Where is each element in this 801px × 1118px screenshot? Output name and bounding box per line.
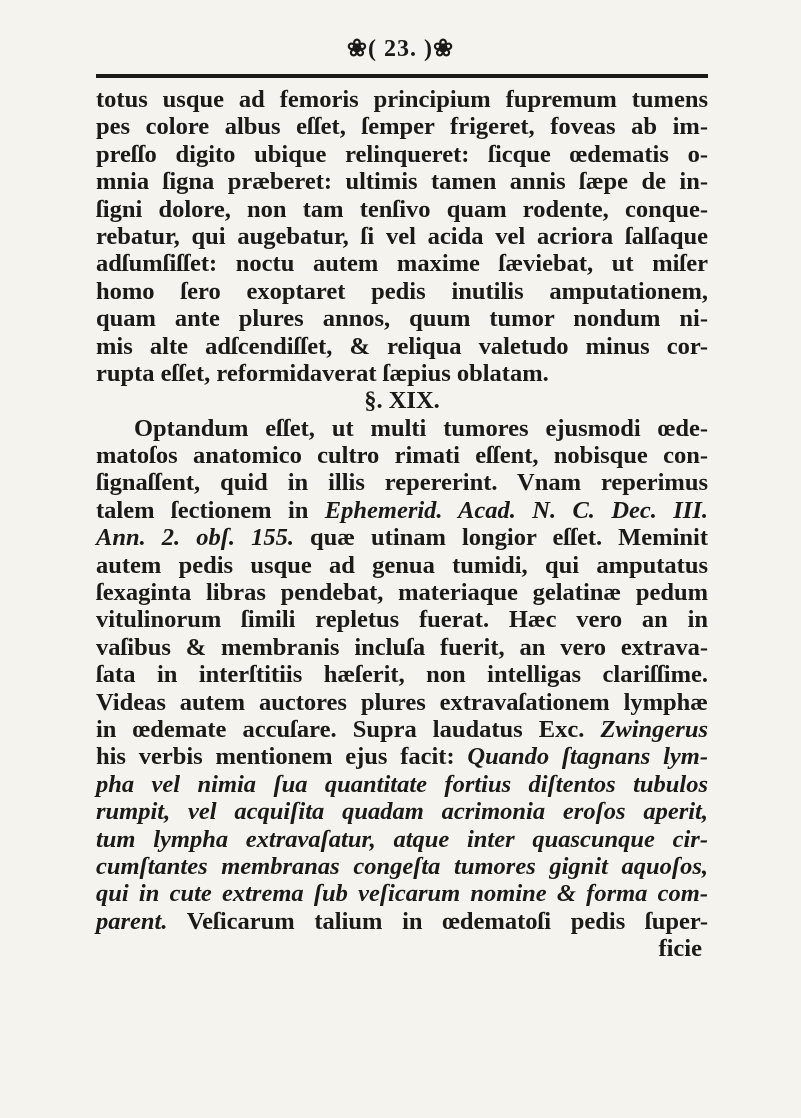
header-rule <box>96 74 708 78</box>
text-line <box>96 524 708 551</box>
text-line: mnia ſigna præberet: ultimis tamen annis ſæpe de in- <box>96 168 708 196</box>
text-line: vitulinorum ſimili repletus fuerat. Hæc vero an in <box>96 606 708 634</box>
quotation-line: rumpit, vel acquiſita quadam acrimonia eroſos aperit, <box>96 798 708 826</box>
text-line: mis alte adſcendiſſet, & reliqua valetudo minus cor- <box>96 332 708 360</box>
text-line: ſexaginta libras pendebat, materiaque gelatinæ pedum <box>96 579 708 607</box>
text-line: ſignaſſent, quid in illis repererint. Vnam reperimus <box>96 469 708 497</box>
citation: Ann. 2. obſ. 155. <box>96 524 294 552</box>
quotation-line: qui in cute extrema ſub veſicarum nomine & forma com- <box>96 880 708 908</box>
page-header <box>0 30 801 90</box>
text-segment: in œdemate accuſare. Supra laudatus Exc. <box>96 715 601 743</box>
quotation-line: pha vel nimia ſua quantitate fortius diſtentos tubulos <box>96 770 708 798</box>
text-line: ſigni dolore, non tam tenſivo quam rodente, conque- <box>96 195 708 223</box>
text-line <box>96 497 708 524</box>
text-line: homo ſero exoptaret pedis inutilis amputationem, <box>96 277 708 305</box>
text-line <box>96 716 708 743</box>
quotation-line: tum lympha extravaſatur, atque inter quascunque cir- <box>96 825 708 853</box>
text-segment: his verbis mentionem ejus facit: <box>96 743 468 771</box>
quotation-line: cumſtantes membranas congeſta tumores gignit aquoſos, <box>96 852 708 880</box>
text-segment: Veſicarum talium in œdematoſi pedis ſuper- <box>167 907 708 935</box>
text-line <box>96 743 708 770</box>
text-line: quam ante plures annos, quum tumor nondum ni- <box>96 305 708 333</box>
text-line: rebatur, qui augebatur, ſi vel acida vel acriora ſalſaque <box>96 222 708 250</box>
text-line: adſumſiſſet: noctu autem maxime ſæviebat, ut miſer <box>96 250 708 278</box>
text-segment: quæ utinam longior eſſet. Meminit <box>293 524 708 552</box>
text-segment: talem ſectionem in <box>96 496 325 524</box>
text-line: matoſos anatomico cultro rimati eſſent, nobisque con- <box>96 442 708 470</box>
text-line: Videas autem auctores plures extravaſationem lymphæ <box>96 688 708 716</box>
citation: Ephemerid. Acad. N. C. Dec. III. <box>324 496 708 524</box>
text-line <box>96 908 708 935</box>
catchword: ficie <box>658 935 702 963</box>
body-text <box>96 86 708 963</box>
text-line: rupta eſſet, reformidaverat ſæpius oblatam. <box>96 359 549 387</box>
quotation: parent. <box>96 907 168 935</box>
text-line: pes colore albus eſſet, ſemper frigeret, foveas ab im- <box>96 113 708 141</box>
quotation: Quando ſtagnans lym- <box>467 743 708 771</box>
text-line: autem pedis usque ad genua tumidi, qui amputatus <box>96 551 708 579</box>
text-line: totus usque ad femoris principium fupremum tumens <box>96 86 708 113</box>
author-name: Zwingerus <box>600 715 708 743</box>
text-line: Optandum eſſet, ut multi tumores ejusmodi œde- <box>134 414 708 442</box>
text-line: ſata in interſtitiis hæſerit, non intelligas clariſſime. <box>96 661 708 689</box>
page-number: ❀( 23. )❀ <box>346 36 455 62</box>
text-line: preſſo digito ubique relinqueret: ſicque œdematis o- <box>96 140 708 168</box>
text-line: vaſibus & membranis incluſa fuerit, an vero extrava- <box>96 633 708 661</box>
section-heading: §. XIX. <box>364 387 440 415</box>
